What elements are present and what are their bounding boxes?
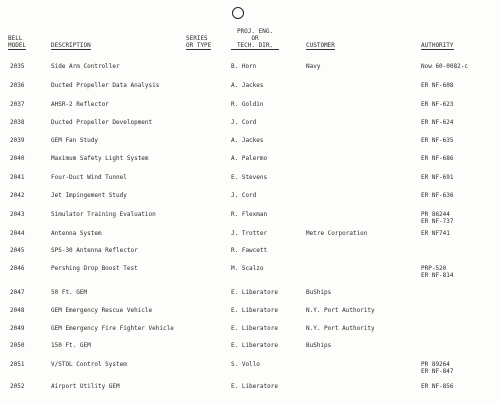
description-cell: Ducted Propeller Development <box>51 119 153 126</box>
bell-model-cell: 2043 <box>10 211 25 218</box>
authority-line: PR 86244 <box>421 211 450 218</box>
tech-director-cell: A. Palermo <box>231 155 268 162</box>
description-cell: SPS-30 Antenna Reflector <box>51 247 138 254</box>
customer-cell: N.Y. Port Authority <box>306 307 375 314</box>
bell-model-cell: 2041 <box>10 174 25 181</box>
authority-cell <box>421 383 454 390</box>
authority-cell <box>421 265 454 279</box>
punch-hole <box>232 7 244 19</box>
description-cell: Ducted Propeller Data Analysis <box>51 82 160 89</box>
header-series: SERIES OR TYPE <box>186 35 212 49</box>
table-row <box>0 247 500 256</box>
bell-model-cell: 2048 <box>10 307 25 314</box>
bell-model-cell: 2036 <box>10 82 25 89</box>
bell-model-cell: 2040 <box>10 155 25 162</box>
tech-director-cell: E. Stevens <box>231 174 268 181</box>
authority-cell <box>421 82 454 89</box>
customer-cell: Metre Corporation <box>306 230 368 237</box>
bell-model-cell: 2044 <box>10 230 25 237</box>
authority-cell <box>421 192 454 199</box>
header-model-label: MODEL <box>8 42 27 49</box>
authority-line: ER NF-636 <box>421 192 454 199</box>
table-row <box>0 289 500 298</box>
tech-director-cell: R. Flexman <box>231 211 268 218</box>
authority-line: Now 60-0082-c <box>421 63 468 70</box>
authority-cell <box>421 230 450 237</box>
table-row <box>0 119 500 128</box>
bell-model-cell: 2038 <box>10 119 25 126</box>
description-cell: 50 Ft. GEM <box>51 289 88 296</box>
bell-model-cell: 2035 <box>10 63 25 70</box>
bell-model-cell: 2037 <box>10 101 25 108</box>
customer-cell: BuShips <box>306 342 332 349</box>
bell-model-cell: 2049 <box>10 325 25 332</box>
description-cell: Airport Utility GEM <box>51 383 120 390</box>
table-row <box>0 192 500 201</box>
table-row <box>0 325 500 334</box>
description-cell: Antenna System <box>51 230 102 237</box>
description-cell: 150 Ft. GEM <box>51 342 91 349</box>
bell-model-cell: 2051 <box>10 361 25 368</box>
description-cell: AHSR-2 Reflector <box>51 101 109 108</box>
bell-model-cell: 2052 <box>10 383 25 390</box>
header-bell-label: BELL <box>8 35 23 42</box>
authority-line: ER NF-847 <box>421 368 454 375</box>
authority-line: PR 89264 <box>421 361 450 368</box>
authority-line: ER NF-635 <box>421 137 454 144</box>
customer-cell: Navy <box>306 63 321 70</box>
authority-line: ER NF-691 <box>421 174 454 181</box>
table-row <box>0 137 500 146</box>
description-cell: Jet Impingement Study <box>51 192 127 199</box>
tech-director-cell: E. Liberatore <box>231 307 278 314</box>
description-cell: Side Arm Controller <box>51 63 120 70</box>
tech-director-cell: R. Goldin <box>231 101 264 108</box>
header-description: DESCRIPTION <box>51 42 91 49</box>
authority-cell <box>421 63 468 70</box>
table-row <box>0 174 500 183</box>
description-cell: V/STOL Control System <box>51 361 127 368</box>
tech-director-cell: E. Liberatore <box>231 325 278 332</box>
customer-cell: N.Y. Port Authority <box>306 325 375 332</box>
tech-director-cell: R. Fawcett <box>231 247 268 254</box>
description-cell: GEM Emergency Fire Fighter Vehicle <box>51 325 174 332</box>
tech-director-cell: B. Horn <box>231 63 257 70</box>
table-row <box>0 383 500 392</box>
authority-line: ER NF741 <box>421 230 450 237</box>
authority-line: PRP-520 <box>421 265 447 272</box>
authority-cell <box>421 361 454 375</box>
header-authority: AUTHORITY <box>421 42 454 49</box>
bell-model-cell: 2046 <box>10 265 25 272</box>
bell-model-cell: 2042 <box>10 192 25 199</box>
customer-cell: BuShips <box>306 289 332 296</box>
authority-line: ER NF-856 <box>421 383 454 390</box>
table-row <box>0 265 500 279</box>
authority-cell <box>421 137 454 144</box>
tech-director-cell: A. Jackes <box>231 82 264 89</box>
description-cell: GEM Fan Study <box>51 137 98 144</box>
header-customer: CUSTOMER <box>306 42 335 49</box>
table-row <box>0 342 500 351</box>
authority-line: ER NF-623 <box>421 101 454 108</box>
authority-line: ER NF-737 <box>421 218 454 225</box>
tech-director-cell: J. Cord <box>231 119 257 126</box>
table-row <box>0 230 500 239</box>
bell-model-cell: 2045 <box>10 247 25 254</box>
tech-director-cell: E. Liberatore <box>231 383 278 390</box>
tech-director-cell: E. Liberatore <box>231 342 278 349</box>
description-cell: GEM Emergency Rescue Vehicle <box>51 307 153 314</box>
header-proj-eng: PROJ. ENG. OR TECH. DIR. <box>231 28 279 50</box>
description-cell: Simulator Training Evaluation <box>51 211 156 218</box>
description-cell: Pershing Drop Boost Test <box>51 265 138 272</box>
authority-cell <box>421 174 454 181</box>
table-row <box>0 361 500 375</box>
authority-cell <box>421 101 454 108</box>
table-row <box>0 211 500 225</box>
table-row <box>0 101 500 110</box>
description-cell: Maximum Safety Light System <box>51 155 149 162</box>
authority-line: ER NF-686 <box>421 155 454 162</box>
tech-director-cell: E. Liberatore <box>231 289 278 296</box>
bell-model-cell: 2047 <box>10 289 25 296</box>
authority-line: ER NF-624 <box>421 119 454 126</box>
authority-cell <box>421 211 454 225</box>
table-row <box>0 307 500 316</box>
tech-director-cell: A. Jackes <box>231 137 264 144</box>
authority-cell <box>421 119 454 126</box>
authority-line: ER NF-608 <box>421 82 454 89</box>
table-row <box>0 155 500 164</box>
authority-cell <box>421 155 454 162</box>
tech-director-cell: J. Cord <box>231 192 257 199</box>
bell-model-cell: 2050 <box>10 342 25 349</box>
bell-model-cell: 2039 <box>10 137 25 144</box>
table-row <box>0 82 500 91</box>
header-bell-model <box>8 35 26 50</box>
authority-line: ER NF-814 <box>421 272 454 279</box>
tech-director-cell: J. Trotter <box>231 230 268 237</box>
description-cell: Four-Duct Wind Tunnel <box>51 174 127 181</box>
tech-director-cell: M. Scalzo <box>231 265 264 272</box>
tech-director-cell: S. Vollo <box>231 361 260 368</box>
table-row <box>0 63 500 72</box>
